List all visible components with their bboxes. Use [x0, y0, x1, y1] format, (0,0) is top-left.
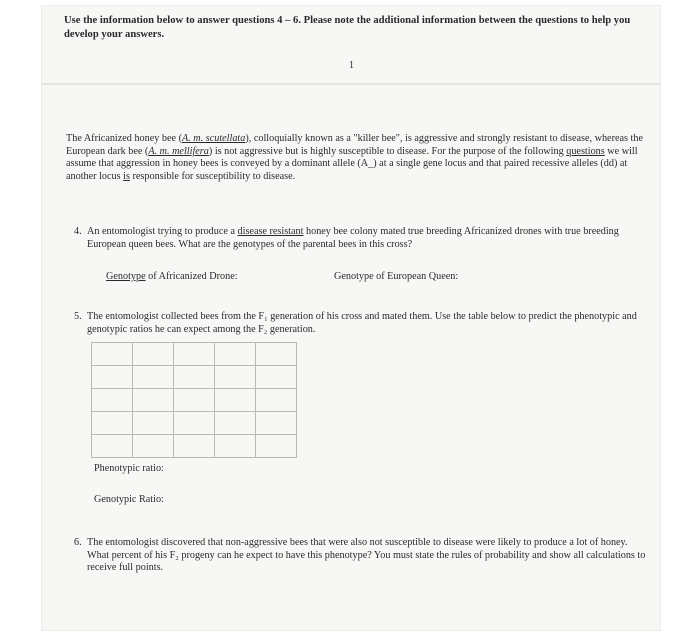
table-cell[interactable]: [215, 412, 256, 435]
queen-genotype-label: Genotype of European Queen:: [334, 271, 459, 282]
species-scutellata: A. m. scutellata: [181, 133, 246, 144]
question-5-text: The entomologist collected bees from the F₁ generation of his cross and mated them. Use the table below to predict the phenotypic and genotypic ratios he can expect among the F₂ generation.: [87, 311, 637, 335]
intro-text-5: responsible for susceptibility to disease.: [129, 170, 296, 182]
table-row: [92, 435, 297, 458]
intro-text-2: ), colloquially known as a "killer bee", is aggressive and strongly resistant to disease, whereas the European dark bee (: [66, 133, 643, 157]
table-cell[interactable]: [92, 389, 133, 412]
table-row: [92, 366, 297, 389]
question-4-text-2: honey bee colony mated true breeding Africanized drones with true breeding European queen bees. What are the genotypes of the parental bees in this cross?: [87, 226, 619, 250]
table-cell[interactable]: [174, 366, 215, 389]
table-cell[interactable]: [174, 435, 215, 458]
table-cell[interactable]: [92, 366, 133, 389]
table-cell[interactable]: [133, 343, 174, 366]
table-cell[interactable]: [256, 412, 297, 435]
intro-text-3: ) is not aggressive but is highly susceptible to disease. For the purpose of the following: [208, 145, 567, 157]
question-6-text: The entomologist discovered that non-aggressive bees that were also not susceptible to disease were likely to produce a lot of honey. What percent of his F₂ progeny can he expect to have this phenotype? You must state the rules of probability and show all calculations to receive full points.: [87, 537, 646, 574]
question-4-text: [87, 226, 647, 251]
table-row: [92, 412, 297, 435]
table-cell[interactable]: [174, 389, 215, 412]
table-cell[interactable]: [256, 343, 297, 366]
question-5-number: 5.: [74, 311, 82, 322]
drone-genotype-word: Genotype: [106, 271, 146, 282]
table-cell[interactable]: [92, 343, 133, 366]
page-divider: [42, 83, 660, 85]
table-cell[interactable]: [92, 412, 133, 435]
table-cell[interactable]: [174, 343, 215, 366]
table-cell[interactable]: [133, 412, 174, 435]
drone-genotype-rest: of Africanized Drone:: [145, 271, 238, 282]
table-cell[interactable]: [215, 389, 256, 412]
question-4-number: 4.: [74, 226, 82, 237]
document-page: [42, 6, 660, 630]
question-6-number: 6.: [74, 537, 82, 548]
intro-text-4: we will assume that aggression in honey bees is conveyed by a dominant allele (A_) at a single gene locus and that paired recessive alleles (dd) at another locus: [66, 145, 638, 182]
instructions-header: Use the information below to answer questions 4 – 6. Please note the additional information between the questions to help you develop your answers.: [64, 15, 631, 40]
table-cell[interactable]: [256, 435, 297, 458]
intro-underlined-questions: questions: [566, 145, 605, 157]
table-cell[interactable]: [256, 366, 297, 389]
genotypic-ratio-label: Genotypic Ratio:: [94, 494, 164, 505]
table-row: [92, 389, 297, 412]
page-number: 1: [349, 60, 354, 71]
question-4-underlined: disease resistant: [237, 226, 304, 237]
table-cell[interactable]: [133, 435, 174, 458]
intro-paragraph: [66, 133, 651, 183]
intro-underlined-is: is: [123, 170, 130, 182]
table-cell[interactable]: [256, 389, 297, 412]
table-cell[interactable]: [133, 366, 174, 389]
phenotypic-ratio-label: Phenotypic ratio:: [94, 463, 164, 474]
intro-text-1: The Africanized honey bee (: [66, 133, 182, 144]
punnett-square-table: [91, 342, 297, 458]
table-cell[interactable]: [92, 435, 133, 458]
drone-genotype-label: [106, 271, 238, 282]
question-4-text-1: An entomologist trying to produce a: [87, 226, 238, 237]
table-cell[interactable]: [174, 412, 215, 435]
table-cell[interactable]: [133, 389, 174, 412]
table-cell[interactable]: [215, 343, 256, 366]
table-row: [92, 343, 297, 366]
table-cell[interactable]: [215, 366, 256, 389]
species-mellifera: A. m. mellifera: [148, 145, 209, 157]
table-cell[interactable]: [215, 435, 256, 458]
